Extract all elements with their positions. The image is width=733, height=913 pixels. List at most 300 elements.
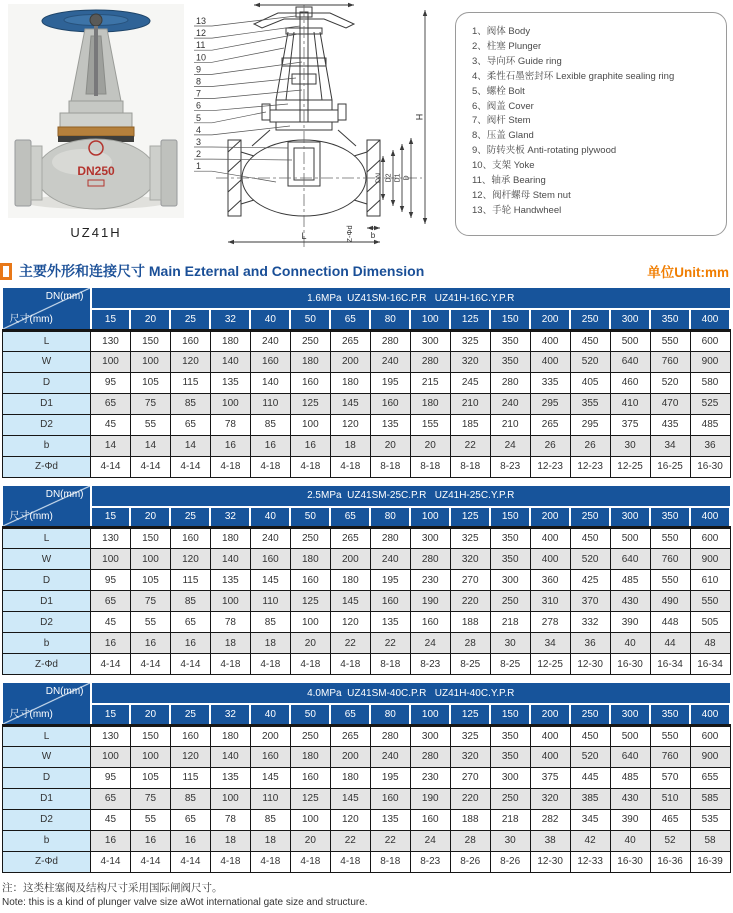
photo-dn-marking: DN250 [77, 164, 115, 178]
dimension-value: 16-39 [690, 851, 730, 872]
dimension-value: 16 [210, 435, 250, 456]
dimension-value: 18 [250, 633, 290, 654]
dimension-value: 325 [450, 330, 490, 351]
dimension-value: 105 [130, 372, 170, 393]
dimension-value: 22 [330, 633, 370, 654]
dimension-value: 145 [330, 788, 370, 809]
dimension-value: 230 [410, 767, 450, 788]
dimension-value: 125 [290, 788, 330, 809]
dim-label: D2 [385, 173, 393, 183]
corner-label-size: 尺寸(mm) [9, 313, 53, 325]
dimension-value: 425 [570, 570, 610, 591]
dn-column-header: 50 [290, 704, 330, 725]
row-label: D [3, 767, 91, 788]
dn-column-header: 65 [330, 704, 370, 725]
dimension-value: 220 [450, 788, 490, 809]
table-row [3, 809, 731, 830]
dimension-value: 535 [690, 809, 730, 830]
callout-number: 10 [196, 52, 207, 63]
dimension-value: 195 [370, 570, 410, 591]
dimension-value: 188 [450, 612, 490, 633]
dn-column-header: 200 [530, 309, 570, 330]
dimension-value: 160 [250, 351, 290, 372]
dimension-value: 180 [330, 767, 370, 788]
dimension-value: 355 [570, 393, 610, 414]
dim-label: D [403, 175, 411, 181]
dimension-value: 30 [490, 830, 530, 851]
dimension-value: 65 [91, 788, 131, 809]
dimension-value: 140 [210, 549, 250, 570]
dimension-value: 20 [290, 633, 330, 654]
dimension-value: 185 [450, 414, 490, 435]
dimension-value: 282 [530, 809, 570, 830]
dn-column-header: 300 [610, 507, 650, 528]
dimension-value: 65 [170, 809, 210, 830]
dimension-value: 85 [170, 393, 210, 414]
dimension-value: 8-18 [370, 654, 410, 675]
dimension-value: 400 [530, 549, 570, 570]
row-label: L [3, 528, 91, 549]
section-title-zh: 主要外形和连接尺寸 [19, 263, 149, 279]
dn-column-header: 32 [210, 704, 250, 725]
dimension-value: 550 [650, 725, 690, 746]
table-row [3, 767, 731, 788]
dn-column-header: 300 [610, 704, 650, 725]
note-en: Note: this is a kind of plunger valve size aWot international gate size and structure. [2, 896, 368, 908]
dimension-value: 125 [290, 393, 330, 414]
dimension-value: 120 [170, 549, 210, 570]
dimension-value: 550 [650, 330, 690, 351]
dimension-value: 160 [290, 570, 330, 591]
dimension-value: 115 [170, 767, 210, 788]
dimension-value: 48 [690, 633, 730, 654]
dimension-value: 75 [130, 591, 170, 612]
dn-column-header: 100 [410, 507, 450, 528]
valve-section-drawing [192, 0, 452, 252]
dimension-value: 4-18 [250, 851, 290, 872]
dn-column-header: 125 [450, 704, 490, 725]
dimension-value: 120 [330, 612, 370, 633]
dimension-value: 8-18 [450, 456, 490, 477]
dimension-value: 310 [530, 591, 570, 612]
dimension-value: 12-30 [570, 654, 610, 675]
dimension-value: 4-18 [250, 456, 290, 477]
dim-label: D1 [394, 173, 402, 183]
dimension-value: 245 [450, 372, 490, 393]
dimension-value: 350 [490, 549, 530, 570]
dimension-value: 215 [410, 372, 450, 393]
dn-column-header: 15 [91, 507, 131, 528]
dim-label: Z-Φd [345, 225, 354, 243]
dimension-value: 28 [450, 633, 490, 654]
dimension-value: 100 [210, 788, 250, 809]
dimension-value: 375 [530, 767, 570, 788]
dimension-value: 40 [610, 830, 650, 851]
callout-number: 3 [196, 137, 202, 147]
parts-list-item: 13、手轮 Handwheel [472, 204, 562, 216]
parts-list-item: 7、阀杆 Stem [472, 115, 531, 127]
dimension-value: 500 [610, 528, 650, 549]
dimension-value: 14 [91, 435, 131, 456]
dimension-value: 135 [370, 414, 410, 435]
dimension-value: 4-14 [130, 851, 170, 872]
dimension-value: 760 [650, 351, 690, 372]
dimension-value: 485 [610, 570, 650, 591]
dimension-value: 145 [330, 393, 370, 414]
dimension-value: 28 [450, 830, 490, 851]
dimension-value: 18 [330, 435, 370, 456]
dimension-value: 640 [610, 746, 650, 767]
dimension-value: 360 [530, 570, 570, 591]
dimension-table-1 [2, 288, 731, 478]
dimension-value: 140 [210, 746, 250, 767]
dimension-value: 4-18 [290, 851, 330, 872]
dimension-value: 265 [530, 414, 570, 435]
dimension-value: 105 [130, 570, 170, 591]
row-label: Z-Φd [3, 456, 91, 477]
dimension-value: 16-30 [610, 851, 650, 872]
dimension-value: 78 [210, 809, 250, 830]
dimension-value: 375 [610, 414, 650, 435]
dimension-value: 332 [570, 612, 610, 633]
dimension-value: 155 [410, 414, 450, 435]
row-label: L [3, 725, 91, 746]
dimension-value: 550 [650, 570, 690, 591]
dn-column-header: 150 [490, 309, 530, 330]
dimension-value: 350 [490, 746, 530, 767]
dn-column-header: 80 [370, 507, 410, 528]
dimension-tables [0, 288, 733, 873]
dn-column-header: 350 [650, 507, 690, 528]
dimension-value: 760 [650, 549, 690, 570]
dimension-value: 300 [410, 725, 450, 746]
dn-column-header: 250 [570, 507, 610, 528]
dimension-value: 160 [170, 528, 210, 549]
row-label: D1 [3, 788, 91, 809]
dimension-value: 160 [370, 393, 410, 414]
dimension-value: 278 [530, 612, 570, 633]
dimension-value: 120 [330, 809, 370, 830]
dimension-value: 75 [130, 393, 170, 414]
dimension-value: 34 [530, 633, 570, 654]
dn-column-header: 400 [690, 704, 730, 725]
dimension-value: 160 [170, 330, 210, 351]
row-label: b [3, 435, 91, 456]
callout-number: 12 [196, 28, 207, 39]
dimension-value: 95 [91, 570, 131, 591]
parts-list-item: 9、防转夹板 Anti-rotating plywood [472, 145, 617, 157]
dimension-value: 300 [410, 330, 450, 351]
table-row [3, 456, 731, 477]
parts-list [455, 12, 727, 236]
dimension-value: 160 [410, 612, 450, 633]
dimension-value: 4-18 [330, 654, 370, 675]
dimension-value: 26 [570, 435, 610, 456]
callout-number: 8 [196, 76, 202, 87]
dimension-value: 22 [330, 830, 370, 851]
dimension-value: 180 [330, 372, 370, 393]
dimension-value: 130 [91, 528, 131, 549]
dimension-value: 100 [130, 351, 170, 372]
dimension-value: 38 [530, 830, 570, 851]
dimension-value: 4-18 [250, 654, 290, 675]
corner-label-size: 尺寸(mm) [9, 511, 53, 522]
dimension-value: 900 [690, 351, 730, 372]
dn-column-header: 25 [170, 704, 210, 725]
dn-column-header: 80 [370, 309, 410, 330]
table-row [3, 633, 731, 654]
dimension-value: 85 [250, 612, 290, 633]
row-label: D2 [3, 612, 91, 633]
dimension-value: 180 [210, 528, 250, 549]
dn-column-header: 125 [450, 309, 490, 330]
dimension-value: 100 [290, 809, 330, 830]
dimension-value: 265 [330, 528, 370, 549]
dimension-value: 210 [450, 393, 490, 414]
table-corner-cell [3, 288, 91, 330]
row-label: D [3, 372, 91, 393]
row-label: D1 [3, 393, 91, 414]
dimension-value: 200 [330, 746, 370, 767]
dimension-value: 450 [570, 528, 610, 549]
dn-column-header: 300 [610, 309, 650, 330]
dimension-value: 16 [91, 830, 131, 851]
dimension-value: 345 [570, 809, 610, 830]
parts-list-item: 10、支架 Yoke [472, 160, 535, 172]
dimension-value: 300 [410, 528, 450, 549]
dimension-value: 200 [330, 351, 370, 372]
orange-square-icon [0, 263, 12, 280]
dimension-value: 230 [410, 570, 450, 591]
bonnet [69, 101, 123, 113]
dimension-value: 20 [370, 435, 410, 456]
dimension-value: 105 [130, 767, 170, 788]
dimension-value: 75 [130, 788, 170, 809]
dimension-value: 270 [450, 570, 490, 591]
dimension-value: 160 [250, 746, 290, 767]
dimension-value: 335 [530, 372, 570, 393]
dimension-value: 640 [610, 351, 650, 372]
dimension-value: 12-25 [530, 654, 570, 675]
table-row [3, 372, 731, 393]
dimension-value: 150 [130, 725, 170, 746]
dimension-value: 400 [530, 330, 570, 351]
dimension-value: 600 [690, 330, 730, 351]
dimension-value: 4-18 [210, 456, 250, 477]
dimension-value: 140 [210, 351, 250, 372]
table-row [3, 528, 731, 549]
technical-drawing [192, 0, 452, 252]
notes [2, 881, 733, 909]
dimension-value: 55 [130, 414, 170, 435]
dimension-value: 18 [250, 830, 290, 851]
dimension-value: 448 [650, 612, 690, 633]
dimension-value: 125 [290, 591, 330, 612]
dimension-value: 45 [91, 612, 131, 633]
corner-label-size: 尺寸(mm) [9, 708, 53, 720]
dn-column-header: 50 [290, 309, 330, 330]
parts-list-item: 8、压盖 Gland [472, 130, 534, 142]
dimension-value: 12-30 [530, 851, 570, 872]
dimension-value: 16 [130, 633, 170, 654]
dimension-value: 485 [610, 767, 650, 788]
section-title-en: Main Ezternal and Connection Dimension [148, 263, 425, 279]
dimension-value: 190 [410, 788, 450, 809]
dimension-value: 200 [250, 725, 290, 746]
brass-ring [58, 127, 134, 136]
dimension-value: 240 [250, 528, 290, 549]
parts-list-item: 1、阀体 Body [472, 26, 531, 37]
dimension-value: 100 [91, 549, 131, 570]
dimension-value: 250 [490, 591, 530, 612]
dimension-value: 280 [370, 330, 410, 351]
dimension-value: 150 [130, 528, 170, 549]
dimension-value: 325 [450, 528, 490, 549]
dimension-value: 16-30 [690, 456, 730, 477]
dn-column-header: 200 [530, 704, 570, 725]
dimension-value: 390 [610, 612, 650, 633]
dn-column-header: 100 [410, 704, 450, 725]
dimension-value: 85 [250, 414, 290, 435]
dimension-value: 16-25 [650, 456, 690, 477]
dimension-value: 280 [490, 372, 530, 393]
dimension-value: 8-18 [370, 456, 410, 477]
dimension-value: 4-14 [170, 654, 210, 675]
dimension-value: 140 [250, 372, 290, 393]
dimension-value: 385 [570, 788, 610, 809]
dimension-value: 130 [91, 330, 131, 351]
dimension-value: 218 [490, 809, 530, 830]
dimension-value: 520 [570, 549, 610, 570]
dimension-value: 585 [690, 788, 730, 809]
dimension-value: 180 [210, 330, 250, 351]
dn-column-header: 15 [91, 704, 131, 725]
dimension-value: 145 [250, 570, 290, 591]
table-row [3, 788, 731, 809]
dimension-value: 350 [490, 528, 530, 549]
dimension-value: 8-18 [410, 456, 450, 477]
callout-number: 1 [196, 161, 202, 172]
pressure-class-header: 4.0MPa UZ41SM-40C.P.R UZ41H-40C.Y.P.R [91, 683, 731, 704]
dimension-value: 430 [610, 788, 650, 809]
callout-number: 7 [196, 88, 202, 99]
dimension-value: 500 [610, 725, 650, 746]
dimension-value: 65 [170, 612, 210, 633]
dimension-value: 30 [490, 633, 530, 654]
dimension-value: 135 [370, 809, 410, 830]
dimension-value: 22 [370, 633, 410, 654]
dimension-value: 8-25 [450, 654, 490, 675]
dimension-value: 52 [650, 830, 690, 851]
dimension-value: 435 [650, 414, 690, 435]
dimension-value: 110 [250, 591, 290, 612]
valve-photo [0, 0, 192, 252]
dimension-value: 460 [610, 372, 650, 393]
table-row [3, 591, 731, 612]
top-section [0, 0, 733, 252]
dimension-value: 160 [290, 372, 330, 393]
dimension-value: 550 [690, 591, 730, 612]
dimension-value: 16-34 [690, 654, 730, 675]
table-row [3, 830, 731, 851]
dimension-value: 8-23 [490, 456, 530, 477]
dimension-value: 45 [91, 809, 131, 830]
dn-column-header: 25 [170, 507, 210, 528]
dimension-value: 445 [570, 767, 610, 788]
dimension-value: 580 [690, 372, 730, 393]
dimension-value: 65 [170, 414, 210, 435]
dimension-value: 180 [330, 570, 370, 591]
dimension-value: 36 [690, 435, 730, 456]
photo-caption: UZ41H [70, 225, 122, 240]
dn-column-header: 32 [210, 507, 250, 528]
dimension-value: 400 [530, 528, 570, 549]
callout-number: 4 [196, 124, 202, 135]
dimension-value: 280 [370, 725, 410, 746]
dimension-value: 8-26 [490, 851, 530, 872]
dn-column-header: 150 [490, 704, 530, 725]
dimension-value: 570 [650, 767, 690, 788]
parts-list-item: 3、导向环 Guide ring [472, 55, 562, 67]
dimension-value: 250 [290, 330, 330, 351]
row-label: L [3, 330, 91, 351]
dimension-value: 4-18 [330, 456, 370, 477]
dimension-value: 12-33 [570, 851, 610, 872]
dimension-value: 8-18 [370, 851, 410, 872]
row-label: W [3, 746, 91, 767]
dn-column-header: 150 [490, 507, 530, 528]
dimension-value: 4-14 [170, 851, 210, 872]
dimension-value: 16 [170, 830, 210, 851]
dimension-value: 145 [330, 591, 370, 612]
dimension-table-2 [2, 486, 731, 676]
dimension-value: 110 [250, 788, 290, 809]
dn-column-header: 40 [250, 507, 290, 528]
table-row [3, 351, 731, 372]
dimension-value: 188 [450, 809, 490, 830]
dimension-value: 490 [650, 591, 690, 612]
dimension-value: 58 [690, 830, 730, 851]
row-label: Z-Φd [3, 654, 91, 675]
dimension-value: 120 [170, 351, 210, 372]
dimension-value: 250 [290, 528, 330, 549]
table-row [3, 330, 731, 351]
dimension-value: 12-23 [570, 456, 610, 477]
dimension-value: 325 [450, 725, 490, 746]
callout-number: 9 [196, 64, 202, 75]
dimension-value: 85 [170, 788, 210, 809]
dn-column-header: 15 [91, 309, 131, 330]
dimension-value: 410 [610, 393, 650, 414]
dimension-value: 550 [650, 528, 690, 549]
parts-list-item: 11、轴承 Bearing [472, 175, 546, 187]
dimension-value: 100 [290, 612, 330, 633]
dimension-value: 42 [570, 830, 610, 851]
dimension-value: 485 [690, 414, 730, 435]
dn-column-header: 350 [650, 704, 690, 725]
dimension-value: 390 [610, 809, 650, 830]
dimension-value: 8-23 [410, 851, 450, 872]
dimension-value: 600 [690, 725, 730, 746]
dimension-value: 24 [490, 435, 530, 456]
dimension-value: 640 [610, 549, 650, 570]
dimension-value: 265 [330, 330, 370, 351]
dimension-value: 40 [610, 633, 650, 654]
table-row [3, 435, 731, 456]
dimension-value: 135 [210, 767, 250, 788]
dimension-value: 320 [450, 746, 490, 767]
dimension-value: 115 [170, 372, 210, 393]
